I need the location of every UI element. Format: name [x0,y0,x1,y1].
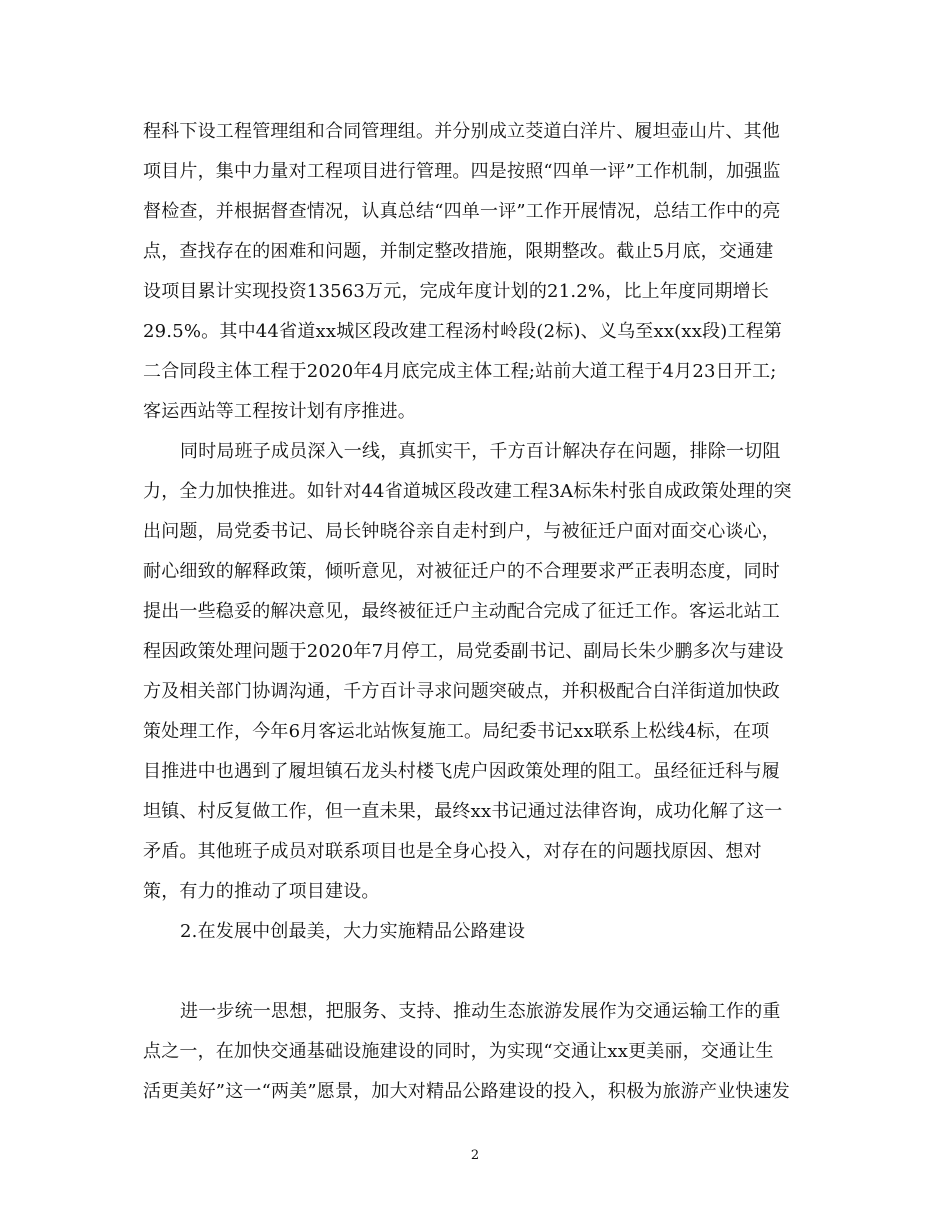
paragraph-line: 力，全力加快推进。如针对44省道城区段改建工程3A标朱村张自成政策处理的突 [143,481,792,502]
paragraph-line: 矛盾。其他班子成员对联系项目也是全身心投入，对存在的问题找原因、想对 [143,841,762,862]
paragraph-line: 活更美好”这一“两美”愿景，加大对精品公路建设的投入，积极为旅游产业快速发 [143,1081,791,1102]
heading-line: 2.在发展中创最美，大力实施精品公路建设 [180,921,526,942]
paragraph-line: 出问题，局党委书记、局长钟晓谷亲自走村到户，与被征迁户面对面交心谈心， [143,521,780,542]
page-number: 2 [470,1148,480,1163]
paragraph-line: 坦镇、村反复做工作，但一直未果，最终xx书记通过法律咨询，成功化解了这一 [143,801,783,822]
paragraph-line: 程科下设工程管理组和合同管理组。并分别成立茭道白洋片、履坦壶山片、其他 [143,121,780,142]
paragraph-line: 目推进中也遇到了履坦镇石龙头村楼飞虎户因政策处理的阻工。虽经征迁科与履 [143,761,780,782]
paragraph-line: 方及相关部门协调沟通，千方百计寻求问题突破点，并积极配合白洋街道加快政 [143,681,780,702]
paragraph-line: 二合同段主体工程于2020年4月底完成主体工程;站前大道工程于4月23日开工; [143,361,777,382]
paragraph-line: 点之一，在加快交通基础设施建设的同时，为实现“交通让xx更美丽，交通让生 [143,1041,774,1062]
paragraph-line: 项目片，集中力量对工程项目进行管理。四是按照“四单一评”工作机制，加强监 [143,161,781,182]
paragraph-line: 策，有力的推动了项目建设。 [143,881,380,902]
paragraph-line: 进一步统一思想，把服务、支持、推动生态旅游发展作为交通运输工作的重 [180,1001,781,1022]
paragraph-line: 29.5%。其中44省道xx城区段改建工程汤村岭段(2标)、义乌至xx(xx段)工程第 [143,321,783,342]
paragraph-line: 督检查，并根据督查情况，认真总结“四单一评”工作开展情况，总结工作中的亮 [143,201,781,222]
paragraph-line: 策处理工作，今年6月客运北站恢复施工。局纪委书记xx联系上松线4标，在项 [143,721,770,742]
paragraph-line: 点，查找存在的困难和问题，并制定整改措施，限期整改。截止5月底，交通建 [143,241,774,262]
paragraph-line: 提出一些稳妥的解决意见，最终被征迁户主动配合完成了征迁工作。客运北站工 [143,601,780,622]
paragraph-line: 设项目累计实现投资13563万元，完成年度计划的21.2%，比上年度同期增长 [143,281,770,302]
paragraph-line: 程因政策处理问题于2020年7月停工，局党委副书记、副局长朱少鹏多次与建设 [143,641,784,662]
paragraph-line: 同时局班子成员深入一线，真抓实干，千方百计解决存在问题，排除一切阻 [180,441,781,462]
paragraph-line: 客运西站等工程按计划有序推进。 [143,401,416,422]
paragraph-line: 耐心细致的解释政策，倾听意见，对被征迁户的不合理要求严正表明态度，同时 [143,561,780,582]
